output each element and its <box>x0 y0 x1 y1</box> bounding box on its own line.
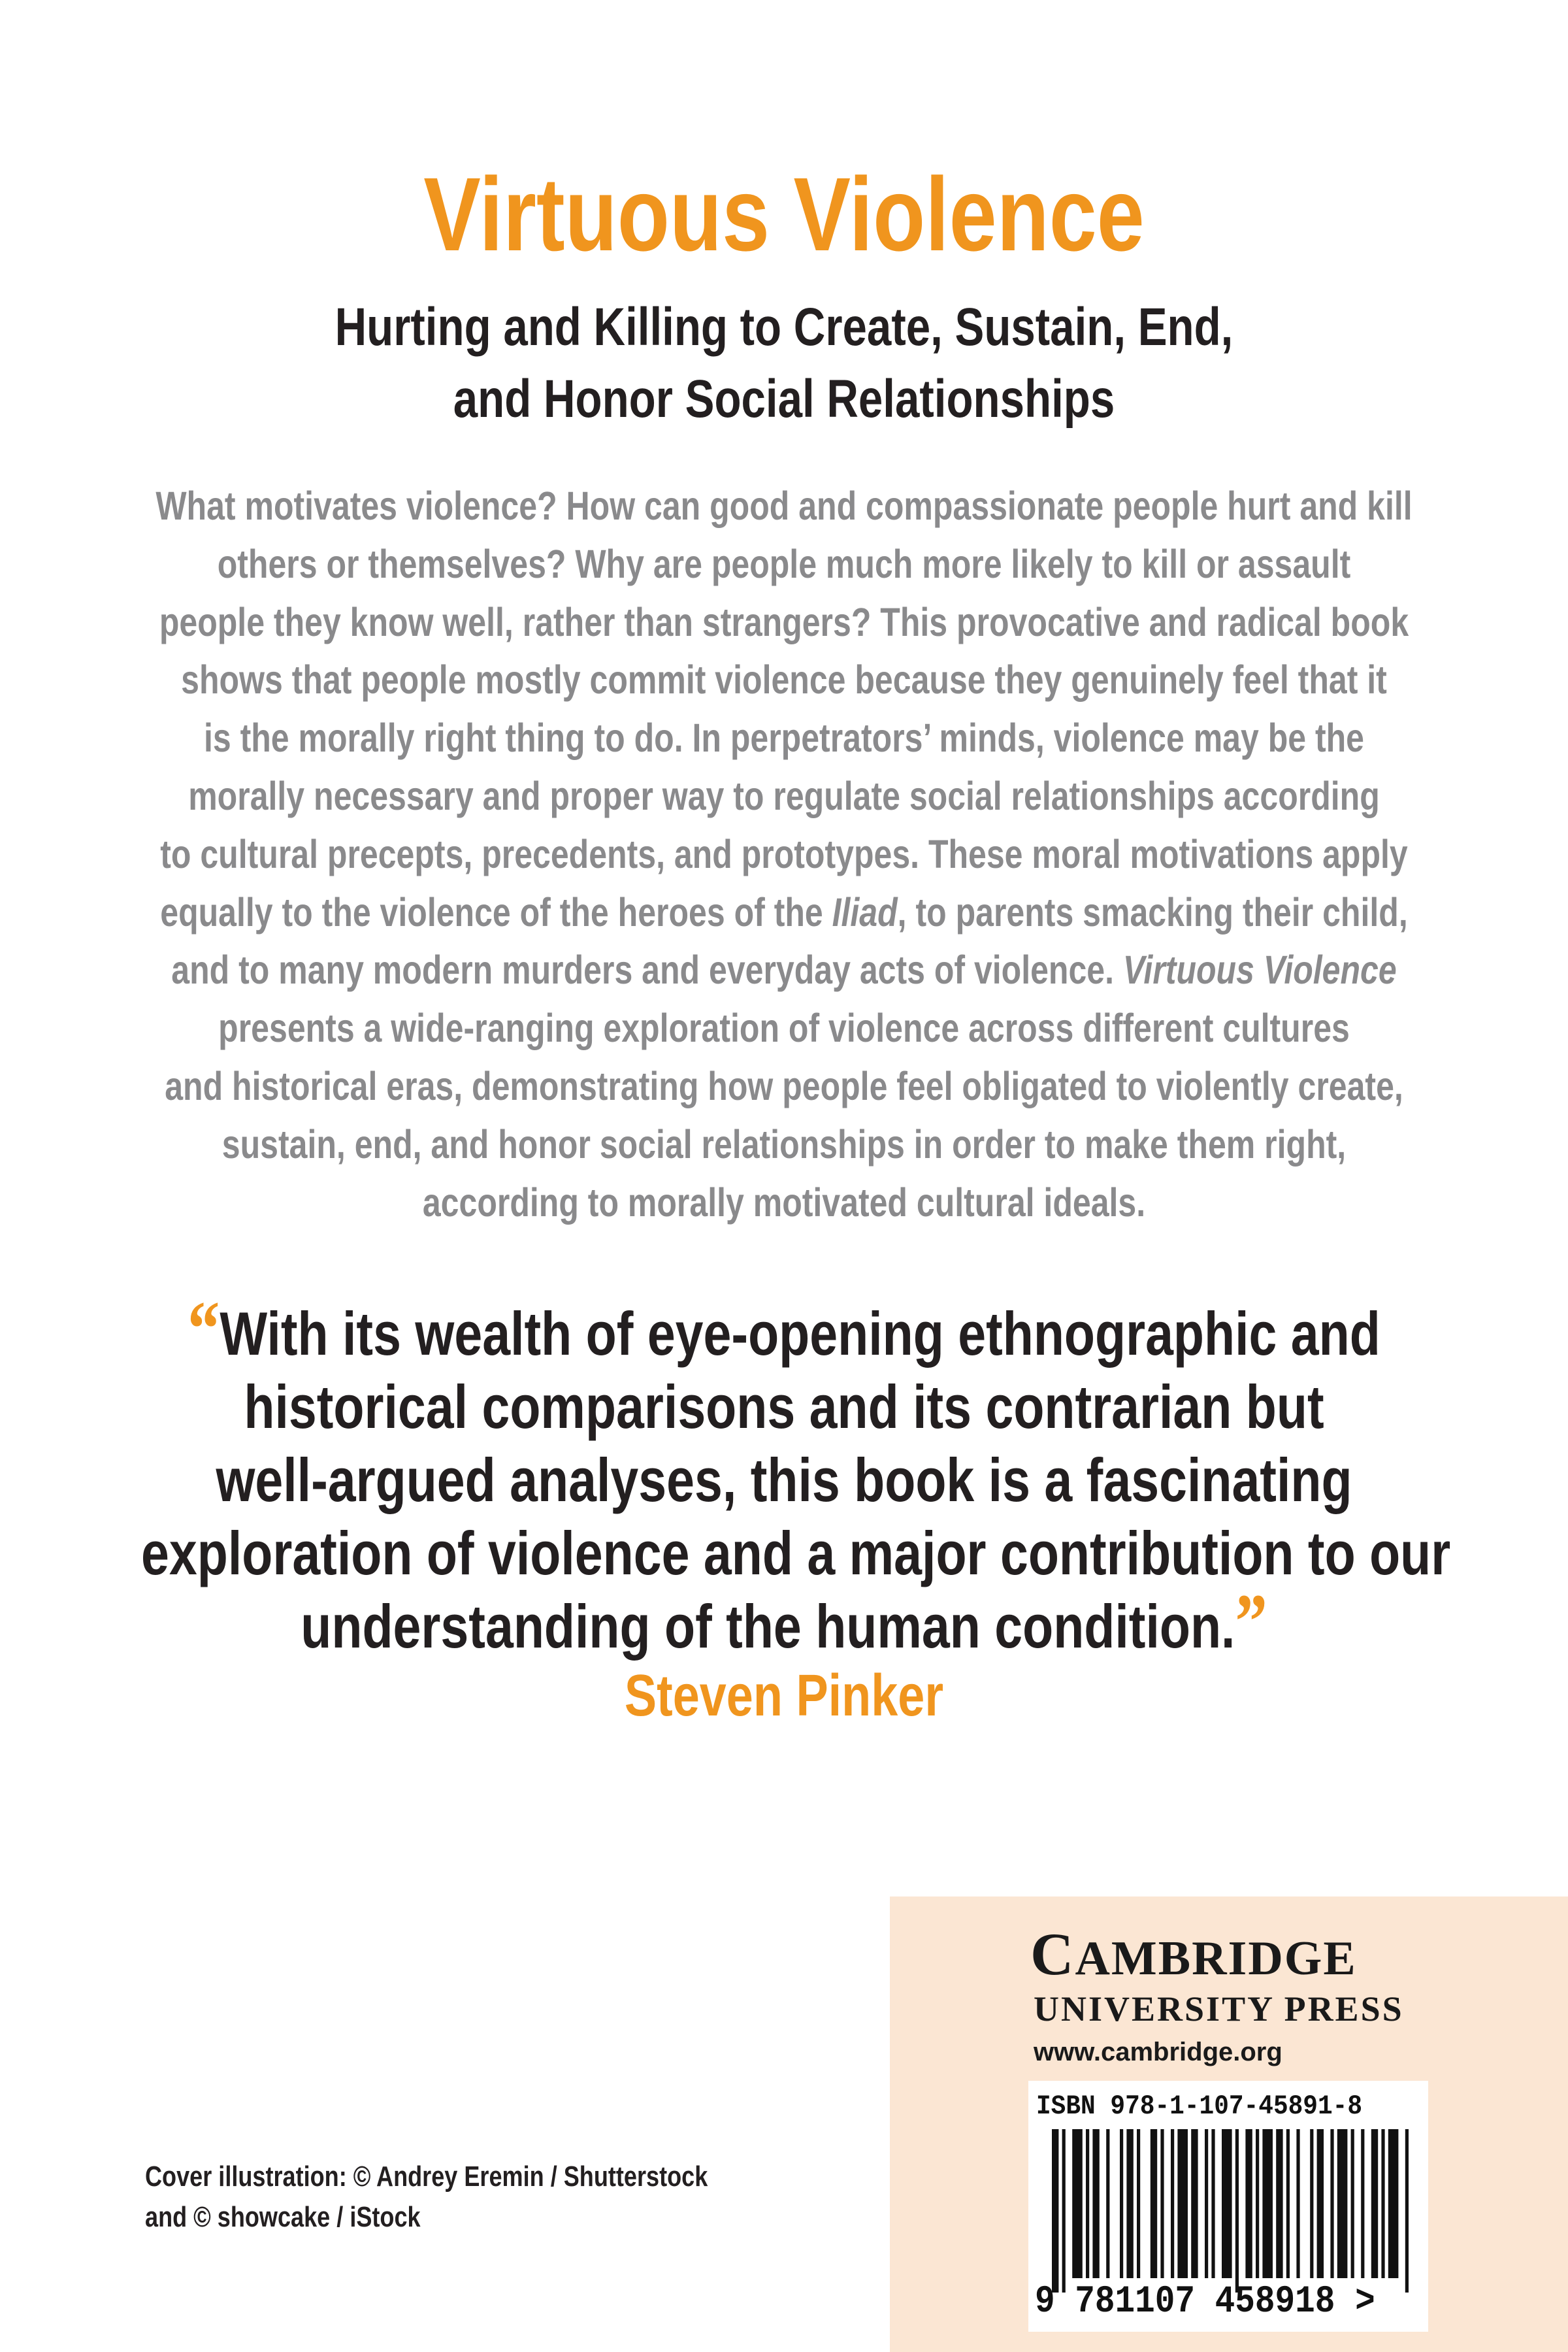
quote-line: well-argued analyses, this book is a fascinating <box>216 1446 1352 1514</box>
credit-line-2: and © showcake / iStock <box>145 2201 421 2233</box>
quote-line: historical comparisons and its contrarian but <box>244 1372 1324 1441</box>
blurb-line: presents a wide-ranging exploration of violence across different cultures <box>218 1006 1350 1051</box>
endorsement-quote <box>141 1285 1451 1665</box>
publisher-subname: UNIVERSITY PRESS <box>1034 1989 1404 2029</box>
cover-credit <box>145 2157 708 2238</box>
close-quote-icon: ” <box>1235 1578 1267 1665</box>
iliad-title: Iliad <box>832 889 898 935</box>
quote-line: understanding of the human condition.” <box>301 1578 1267 1665</box>
blurb-line: and historical eras, demonstrating how people feel obligated to violently create, <box>165 1063 1403 1108</box>
blurb-line: shows that people mostly commit violence because they genuinely feel that it <box>181 657 1387 703</box>
publisher-panel <box>890 1897 1568 2352</box>
blurb-line: and to many modern murders and everyday acts of violence. Virtuous Violence <box>171 948 1397 993</box>
quote-line: “With its wealth of eye-opening ethnographic and <box>188 1285 1380 1372</box>
blurb-line: morally necessary and proper way to regulate social relationships according <box>188 773 1380 818</box>
quote-attribution: Steven Pinker <box>624 1663 944 1729</box>
blurb-line: What motivates violence? How can good and compassionate people hurt and kill <box>155 484 1413 528</box>
blurb-line: sustain, end, and honor social relationships in order to make them right, <box>221 1121 1347 1167</box>
open-quote-icon: “ <box>188 1285 220 1372</box>
publisher-url: www.cambridge.org <box>1034 2038 1282 2066</box>
blurb-line: equally to the violence of the heroes of the Iliad, to parents smacking their child, <box>160 889 1408 935</box>
blurb-paragraph <box>141 477 1427 1231</box>
subtitle-line-1: Hurting and Killing to Create, Sustain, End, <box>335 297 1233 357</box>
quote-line: exploration of violence and a major contribution to our <box>141 1519 1451 1587</box>
book-title-italic: Virtuous Violence <box>1122 948 1397 993</box>
isbn-text: ISBN 978-1-107-45891-8 <box>1036 2091 1363 2122</box>
blurb-line: to cultural precepts, precedents, and prototypes. These moral motivations apply <box>160 831 1408 876</box>
credit-line-1: Cover illustration: © Andrey Eremin / Shutterstock <box>145 2161 708 2193</box>
blurb-line: according to morally motivated cultural ideals. <box>422 1180 1146 1225</box>
subtitle-line-2: and Honor Social Relationships <box>453 369 1115 429</box>
blurb-line: others or themselves? Why are people much more likely to kill or assault <box>217 541 1351 586</box>
blurb-line: people they know well, rather than strangers? This provocative and radical book <box>159 599 1409 644</box>
publisher-name: CAMBRIDGE <box>1030 1921 1357 1987</box>
book-title: Virtuous Violence <box>423 156 1145 273</box>
barcode-digits: 9 781107 458918 > <box>1035 2281 1375 2323</box>
barcode-block <box>1028 2081 1428 2332</box>
blurb-line: is the morally right thing to do. In perpetrators’ minds, violence may be the <box>203 716 1365 761</box>
book-subtitle <box>141 291 1427 435</box>
